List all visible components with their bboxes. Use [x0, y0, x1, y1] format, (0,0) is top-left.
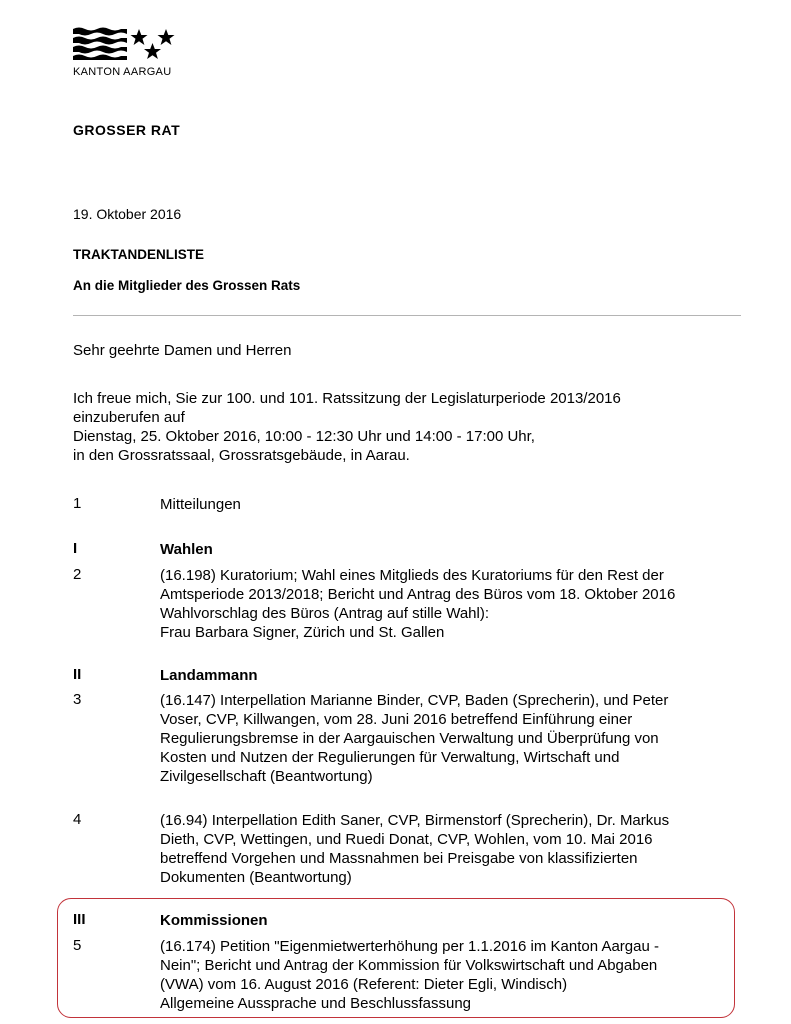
logo-text: KANTON AARGAU	[73, 66, 172, 78]
agenda-item-text	[160, 937, 760, 1013]
agenda-line: Voser, CVP, Killwangen, vom 28. Juni 2016 betreffend Einführung einer	[160, 711, 633, 728]
section-number: I	[73, 540, 78, 557]
intro-line: einzuberufen auf	[73, 409, 185, 426]
organization-name: GROSSER RAT	[73, 122, 181, 138]
document-date: 19. Oktober 2016	[73, 206, 182, 222]
intro-line: Dienstag, 25. Oktober 2016, 10:00 - 12:30 Uhr und 14:00 - 17:00 Uhr,	[73, 428, 535, 445]
agenda-item-title: Mitteilungen	[160, 496, 241, 513]
agenda-line: Allgemeine Aussprache und Beschlussfassung	[160, 995, 472, 1012]
intro-line: Ich freue mich, Sie zur 100. und 101. Ratssitzung der Legislaturperiode 2013/2016	[73, 390, 621, 407]
divider	[73, 315, 741, 316]
section-title: Kommissionen	[160, 912, 268, 929]
intro-paragraph	[73, 389, 753, 465]
agenda-item-text	[160, 691, 760, 786]
agenda-line: Dokumenten (Beantwortung)	[160, 869, 352, 886]
agenda-line: (16.94) Interpellation Edith Saner, CVP, Birmenstorf (Sprecherin), Dr. Markus	[160, 812, 670, 829]
agenda-item-number: 5	[73, 937, 82, 954]
section-title: Landammann	[160, 667, 258, 684]
agenda-line: Amtsperiode 2013/2018; Bericht und Antrag des Büros vom 18. Oktober 2016	[160, 586, 676, 603]
agenda-item-text	[160, 811, 760, 887]
agenda-line: betreffend Vorgehen und Massnahmen bei Preisgabe von klassifizierten	[160, 850, 638, 867]
agenda-item-number: 4	[73, 811, 82, 828]
section-number: II	[73, 666, 82, 683]
salutation: Sehr geehrte Damen und Herren	[73, 342, 292, 359]
agenda-line: Wahlvorschlag des Büros (Antrag auf stille Wahl):	[160, 605, 490, 622]
intro-line: in den Grossratssaal, Grossratsgebäude, in Aarau.	[73, 447, 410, 464]
agenda-item-text	[160, 566, 760, 642]
document-title: TRAKTANDENLISTE	[73, 247, 204, 262]
agenda-line: Frau Barbara Signer, Zürich und St. Gallen	[160, 624, 445, 641]
agenda-line: (16.147) Interpellation Marianne Binder, CVP, Baden (Sprecherin), und Peter	[160, 692, 669, 709]
agenda-line: Nein"; Bericht und Antrag der Kommission für Volkswirtschaft und Abgaben	[160, 957, 658, 974]
agenda-item-number: 3	[73, 691, 82, 708]
agenda-line: Regulierungsbremse in der Aargauischen Verwaltung und Überprüfung von	[160, 730, 659, 747]
agenda-item-number: 1	[73, 495, 82, 512]
agenda-line: Dieth, CVP, Wettingen, und Ruedi Donat, CVP, Wohlen, vom 10. Mai 2016	[160, 831, 653, 848]
recipients-line: An die Mitglieder des Grossen Rats	[73, 278, 301, 293]
agenda-line: (16.174) Petition "Eigenmietwerterhöhung per 1.1.2016 im Kanton Aargau -	[160, 938, 659, 955]
agenda-line: Zivilgesellschaft (Beantwortung)	[160, 768, 373, 785]
agenda-line: (16.198) Kuratorium; Wahl eines Mitglieds des Kuratoriums für den Rest der	[160, 567, 664, 584]
agenda-line: Kosten und Nutzen der Regulierungen für Verwaltung, Wirtschaft und	[160, 749, 620, 766]
section-number: III	[73, 911, 86, 928]
section-title: Wahlen	[160, 541, 213, 558]
agenda-line: (VWA) vom 16. August 2016 (Referent: Dieter Egli, Windisch)	[160, 976, 568, 993]
agenda-item-number: 2	[73, 566, 82, 583]
